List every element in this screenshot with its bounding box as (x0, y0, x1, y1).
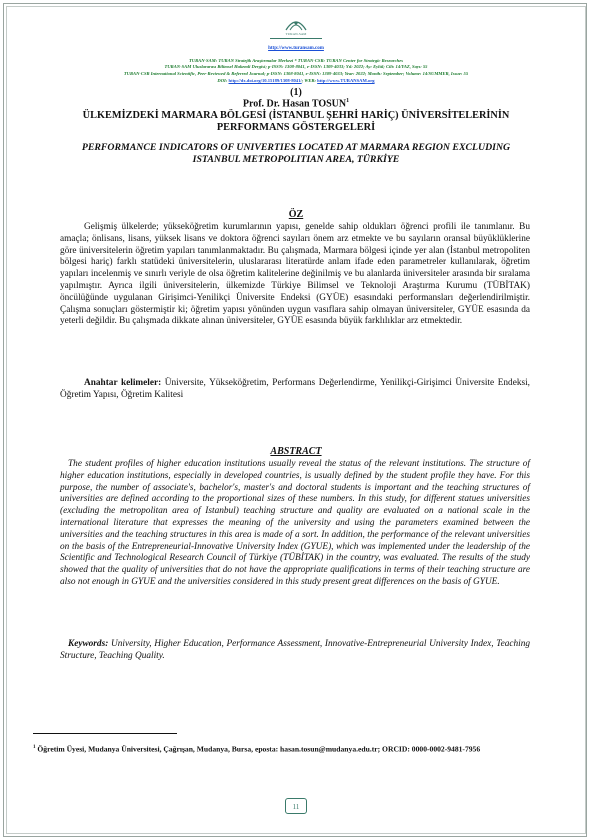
abstract-heading: ABSTRACT (270, 446, 322, 457)
journal-header-line-1: TURAN-SAM: TURAN Stratejik Araştırmalar Merkezi * TURAN-CSR: TURAN Center for Strategic Researches (188, 58, 404, 63)
abstract-body: The student profiles of higher education institutions usually reveal the status of the relevant institutions. The structure of higher education institutions, especially in developed countries, is usually defined by the student profile they have. For this purpose, the number of associate's, bachelor's, master's and doctoral students is important and the teaching structures of universities are defined according to the proportional sizes of these numbers. In this study, for different statues universities (excluding the metropolitan area of Istanbul) teaching structure and quality are evaluated on a national scale in the international literature that expresses the meaning of the university and using the parameters examined between the universities and the teaching structures in this area is made of a sort. In addition, the performance of the relevant universities on the basis of the Entrepreneurial-Innovative University Index (GYUE), which was implemented under the leadership of the Scientific and Technological Research Council of Türkiye (TÜBİTAK) in the country, was evaluated. The results of the study showed that the quality of universities that do not have the appropriate qualifications in terms of their teaching structure are also not enough in GYUE and the universities considered in this study present great differences on the basis of GYUE. (60, 459, 530, 587)
doi-prefix: DOI: (217, 78, 229, 83)
web-link[interactable]: http://www.TURANSAM.org (317, 78, 375, 83)
author-name (0, 98, 592, 109)
journal-logo-icon (283, 16, 309, 40)
logo-rule (270, 38, 322, 39)
journal-url-link[interactable]: http://www.turansam.com (268, 46, 324, 51)
oz-keywords (60, 378, 530, 402)
title-english: PERFORMANCE INDICATORS OF UNIVERTIES LOCATED AT MARMARA REGION EXCLUDING ISTANBUL METROPOLITIAN AREA, TÜRKİYE (81, 142, 511, 165)
footnote-rule (33, 733, 177, 734)
journal-header-line-4 (0, 78, 592, 84)
journal-header-line-2: TURAN-SAM Uluslararası Bilimsel Hakemli Dergisi; p-ISSN: 1308-8041, e-ISSN: 1309-4033; Yıl: 2022; Ay: Eylül; Cilt: 14/YAZ, Sayı: 55 (164, 64, 428, 69)
title-turkish: ÜLKEMİZDEKİ MARMARA BÖLGESİ (İSTANBUL ŞEHRİ HARİÇ) ÜNİVERSİTELERİNİN PERFORMANS GÖSTERGELERİ (82, 110, 510, 133)
footnote (33, 742, 561, 755)
footnote-mark: 1 (33, 745, 36, 750)
author-footnote-mark: 1 (346, 98, 350, 104)
doi-link[interactable]: http://dx.doi.org/10.15189/1308-8041/ (228, 78, 302, 83)
abstract-keywords (60, 639, 530, 663)
author-text: Prof. Dr. Hasan TOSUN (242, 98, 347, 110)
abstract-keywords-text: University, Higher Education, Performance Assessment, Innovative-Entrepreneurial University Index, Teaching Structure, Teaching Quality. (60, 639, 530, 661)
logo-text: TURAN-SAM (285, 32, 307, 36)
abstract-keywords-label: Keywords: (68, 639, 109, 649)
journal-header-line-3: TURAN-CSR International Scientific, Peer-Reviewed & Referred Journal; p-ISSN: 1308-8041, e-ISSN: 1309-4033; Year: 2022; Month: September; Volume: 14/SUMMER, Issue: 55 (123, 71, 469, 76)
oz-keywords-text: Üniversite, Yükseköğretim, Performans Değerlendirme, Yenilikçi-Girişimci Üniversite Endeksi, Öğretim Yapısı, Öğretim Kalitesi (60, 378, 530, 400)
web-prefix: ; WEB: (301, 78, 318, 83)
oz-body: Gelişmiş ülkelerde; yükseköğretim kurumlarının yapısı, genelde sahip oldukları öğrenci profili ile tanımlanır. Bu amaçla; önlisans, lisans, yüksek lisans ve doktora öğrenci sayıları önem arz etmekte ve bu sayıların oransal büyüklüklerine göre üniversitelerin öğretim yapıları tanımlanmaktadır. Bu çalışmada, Marmara bölgesi içinde yer alan (İstanbul metropoliten bölgesi hariç) farklı statüdeki üniversitelerin, uluslararası literatürde anlam ifade eden parametreler kullanılarak, öğretim yapıları incelenmiş ve sınırlı veriyle de olsa öğretim kalitelerine değinilmiş ve bu alanlarda üniversiteler arasında bir sıralama yapılmıştır. Ayrıca ilgili üniversitelerin, ülkemizde Türkiye Bilimsel ve Teknoloji Araştırma Kurumu (TÜBİTAK) öncülüğünde uygulanan Girişimci-Yenilikçi Üniversite Endeksi (GYÜE) esasındaki performansları değerlendirilmiştir. Çalışma sonuçları göstermiştir ki; öğretim yapısı yönünden uygun vasıflara sahip olmayan üniversiteler, GYÜE esasında da yeterli değildir. Bu çalışmada dikkate alınan üniversiteler, GYÜE esasında büyük farklılıklar arz etmektedir. (60, 222, 530, 327)
page-number: 11 (285, 798, 307, 814)
footnote-text: Öğretim Üyesi, Mudanya Üniversitesi, Çağrışan, Mudanya, Bursa, eposta: hasan.tosun@mudanya.edu.tr; ORCID: 0000-0002-9481-7956 (35, 744, 481, 754)
oz-heading: ÖZ (288, 209, 304, 220)
oz-keywords-label: Anahtar kelimeler: (84, 378, 162, 388)
article-number: (1) (290, 87, 302, 98)
